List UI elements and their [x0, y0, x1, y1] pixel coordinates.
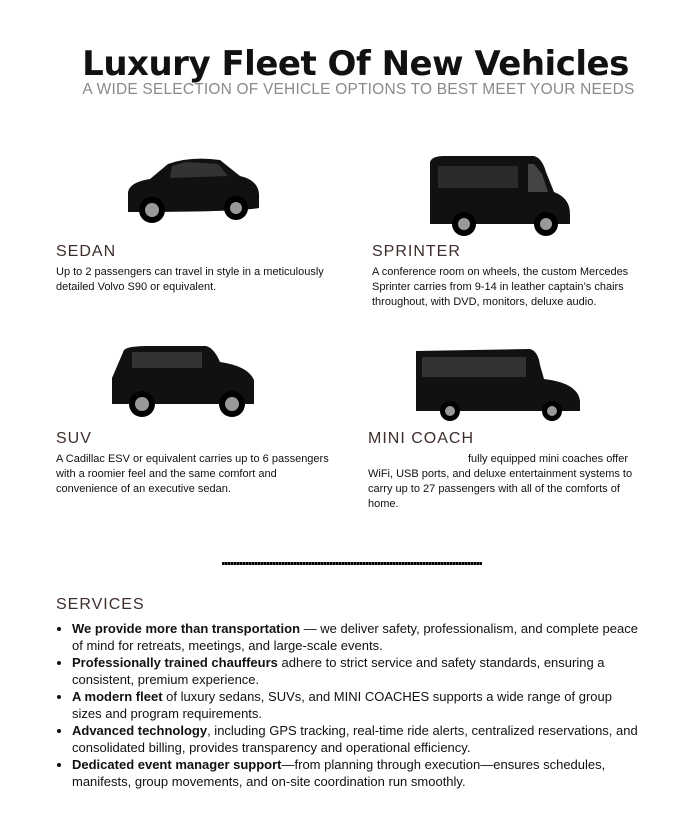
- item-bold: A modern fleet: [72, 689, 163, 704]
- item-text: , including GPS tracking, real-time ride alerts, centralized reservations, and consolidated billing, provides transparency and operational efficiency.: [72, 723, 638, 755]
- item-text: — we deliver safety, professionalism, and complete peace of mind for retreats, meetings, and large-scale events.: [72, 621, 638, 653]
- divider: [222, 562, 482, 565]
- vehicle-name-sedan: SEDAN: [56, 243, 117, 260]
- vehicle-name-sprinter: SPRINTER: [372, 243, 461, 260]
- services-title: SERVICES: [56, 596, 145, 613]
- page-subtitle: A WIDE SELECTION OF VEHICLE OPTIONS TO BEST MEET YOUR NEEDS: [82, 81, 635, 98]
- vehicle-desc-sedan: Up to 2 passengers can travel in style in a meticulously detailed Volvo S90 or equivalent.: [56, 266, 324, 293]
- item-bold: We provide more than transportation: [72, 621, 301, 636]
- item-text: adhere to strict service and safety standards, ensuring a consistent, premium experience.: [72, 655, 605, 687]
- services-item: [72, 688, 642, 722]
- suv-image: [108, 342, 258, 422]
- page-title-text: Luxury Fleet Of New Vehicles: [82, 44, 629, 84]
- services-item: [72, 620, 642, 654]
- services-item: [72, 756, 642, 790]
- page-title: [0, 44, 697, 84]
- item-bold: Advanced technology: [72, 723, 208, 738]
- vehicle-name-mini-coach: MINI COACH: [368, 430, 474, 447]
- item-text: —from planning through execution—ensures schedules, manifests, group movements, and on-site coordination run smoothly.: [72, 757, 606, 789]
- vehicle-name-suv: SUV: [56, 430, 92, 447]
- services-list: [56, 620, 642, 790]
- vehicle-desc-suv: A Cadillac ESV or equivalent carries up to 6 passengers with a roomier feel and the same comfort and convenience of an executive sedan.: [56, 453, 329, 495]
- mini-coach-image: [412, 345, 584, 427]
- item-bold: Professionally trained chauffeurs: [72, 655, 278, 670]
- sedan-image: [120, 152, 262, 228]
- vehicle-desc-sprinter: A conference room on wheels, the custom Mercedes Sprinter carries from 9-14 in leather captain’s chairs throughout, with DVD, monitors, deluxe audio.: [372, 266, 629, 308]
- item-bold: Dedicated event manager support: [72, 757, 282, 772]
- item-text: of luxury sedans, SUVs, and MINI COACHES supports a wide range of group sizes and program requirements.: [72, 689, 612, 721]
- vehicle-desc-mini-coach: fully equipped mini coaches offer WiFi, USB ports, and deluxe entertainment systems to carry up to 27 passengers with all of the comforts of home.: [368, 453, 633, 510]
- services-item: [72, 722, 642, 756]
- sprinter-image: [424, 152, 574, 240]
- services-item: [72, 654, 642, 688]
